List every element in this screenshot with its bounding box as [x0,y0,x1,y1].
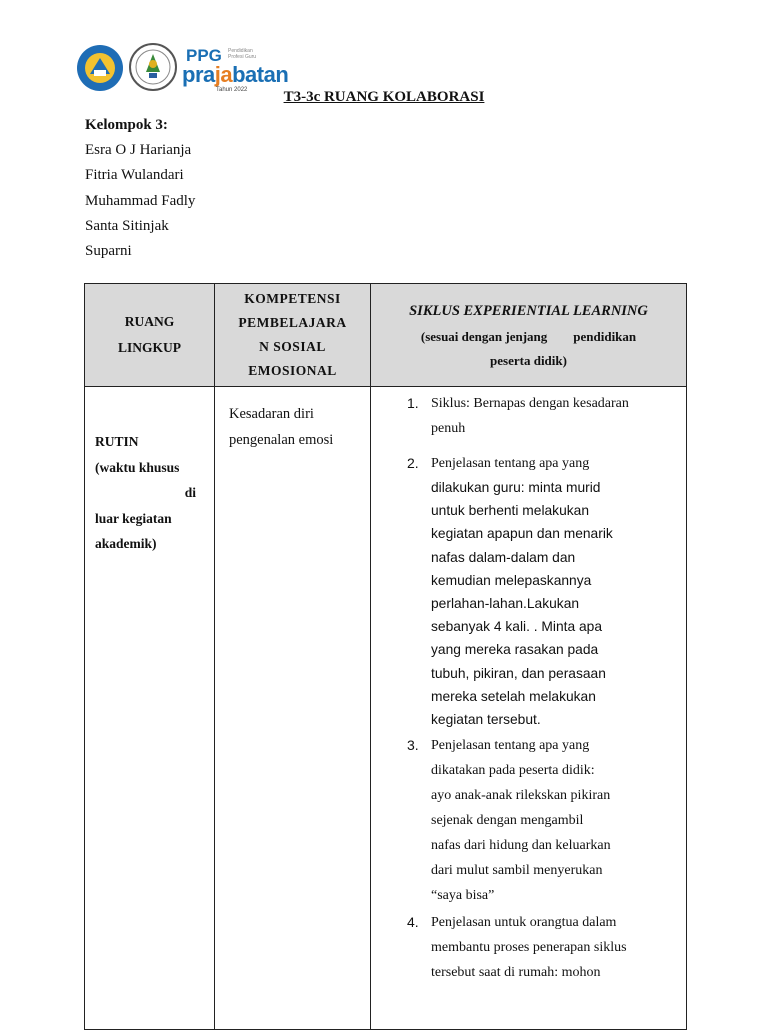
prajabatan-wordmark: prajabatan [182,62,289,87]
kemdikbud-logo-icon [76,44,124,92]
collaboration-table [84,283,687,1030]
list-item: 3. Penjelasan tentang apa yang dikatakan pada peserta didik: ayo anak-anak rilekskan pikiran sejenak dengan mengambil nafas dari hidung dan keluarkan dari mulut sambil menyerukan “saya bisa” [407,737,611,904]
group-label: Kelompok 3: [85,117,168,133]
header-ruang-lingkup: RUANG LINGKUP [85,284,215,387]
cycle-steps-list [375,391,680,985]
group-member: Muhammad Fadly [85,192,196,209]
ppg-subtext: Pendidikan Profesi Guru [228,48,257,60]
group-members [85,113,195,264]
list-item: 1. Siklus: Bernapas dengan kesadaran penuh [407,395,629,436]
header-kompetensi: KOMPETENSI PEMBELAJARA N SOSIAL EMOSIONAL [215,284,371,387]
table-row [85,387,687,1030]
group-member: Esra O J Harianja [85,142,192,159]
unimed-logo-icon [128,42,178,92]
list-item: 4. Penjelasan untuk orangtua dalam membantu proses penerapan siklus tersebut saat di rumah: mohon [407,914,627,981]
document-title: T3-3c RUANG KOLABORASI [283,89,485,105]
group-member: Fitria Wulandari [85,167,184,184]
ppg-label: PPG [186,46,222,65]
group-member: Santa Sitinjak [85,217,169,234]
group-member: Suparni [85,243,132,260]
header-siklus: SIKLUS EXPERIENTIAL LEARNING (sesuai dengan jenjang pendidikan peserta didik) [371,284,687,387]
table-header-row [85,284,687,387]
list-item: 2. Penjelasan tentang apa yang dilakukan guru: minta murid untuk berhenti melakukan kegiatan apapun dan menarik nafas dalam-dalam dan kemudian melepaskannya perlahan-lahan.Lakukan sebanyak 4 kali. . Minta apa yang mereka rasakan pada tubuh, pikiran, dan perasaan mereka setelah melakukan kegiatan tersebut. [407,455,613,728]
cell-cycle [371,387,687,1030]
cell-scope: RUTIN (waktu khusus di luar kegiatan akademik) [85,387,215,1030]
cell-competency: Kesadaran diri pengenalan emosi [215,387,371,1030]
ppg-year: Tahun 2022 [216,87,248,93]
ppg-prajabatan-logo [182,44,346,94]
